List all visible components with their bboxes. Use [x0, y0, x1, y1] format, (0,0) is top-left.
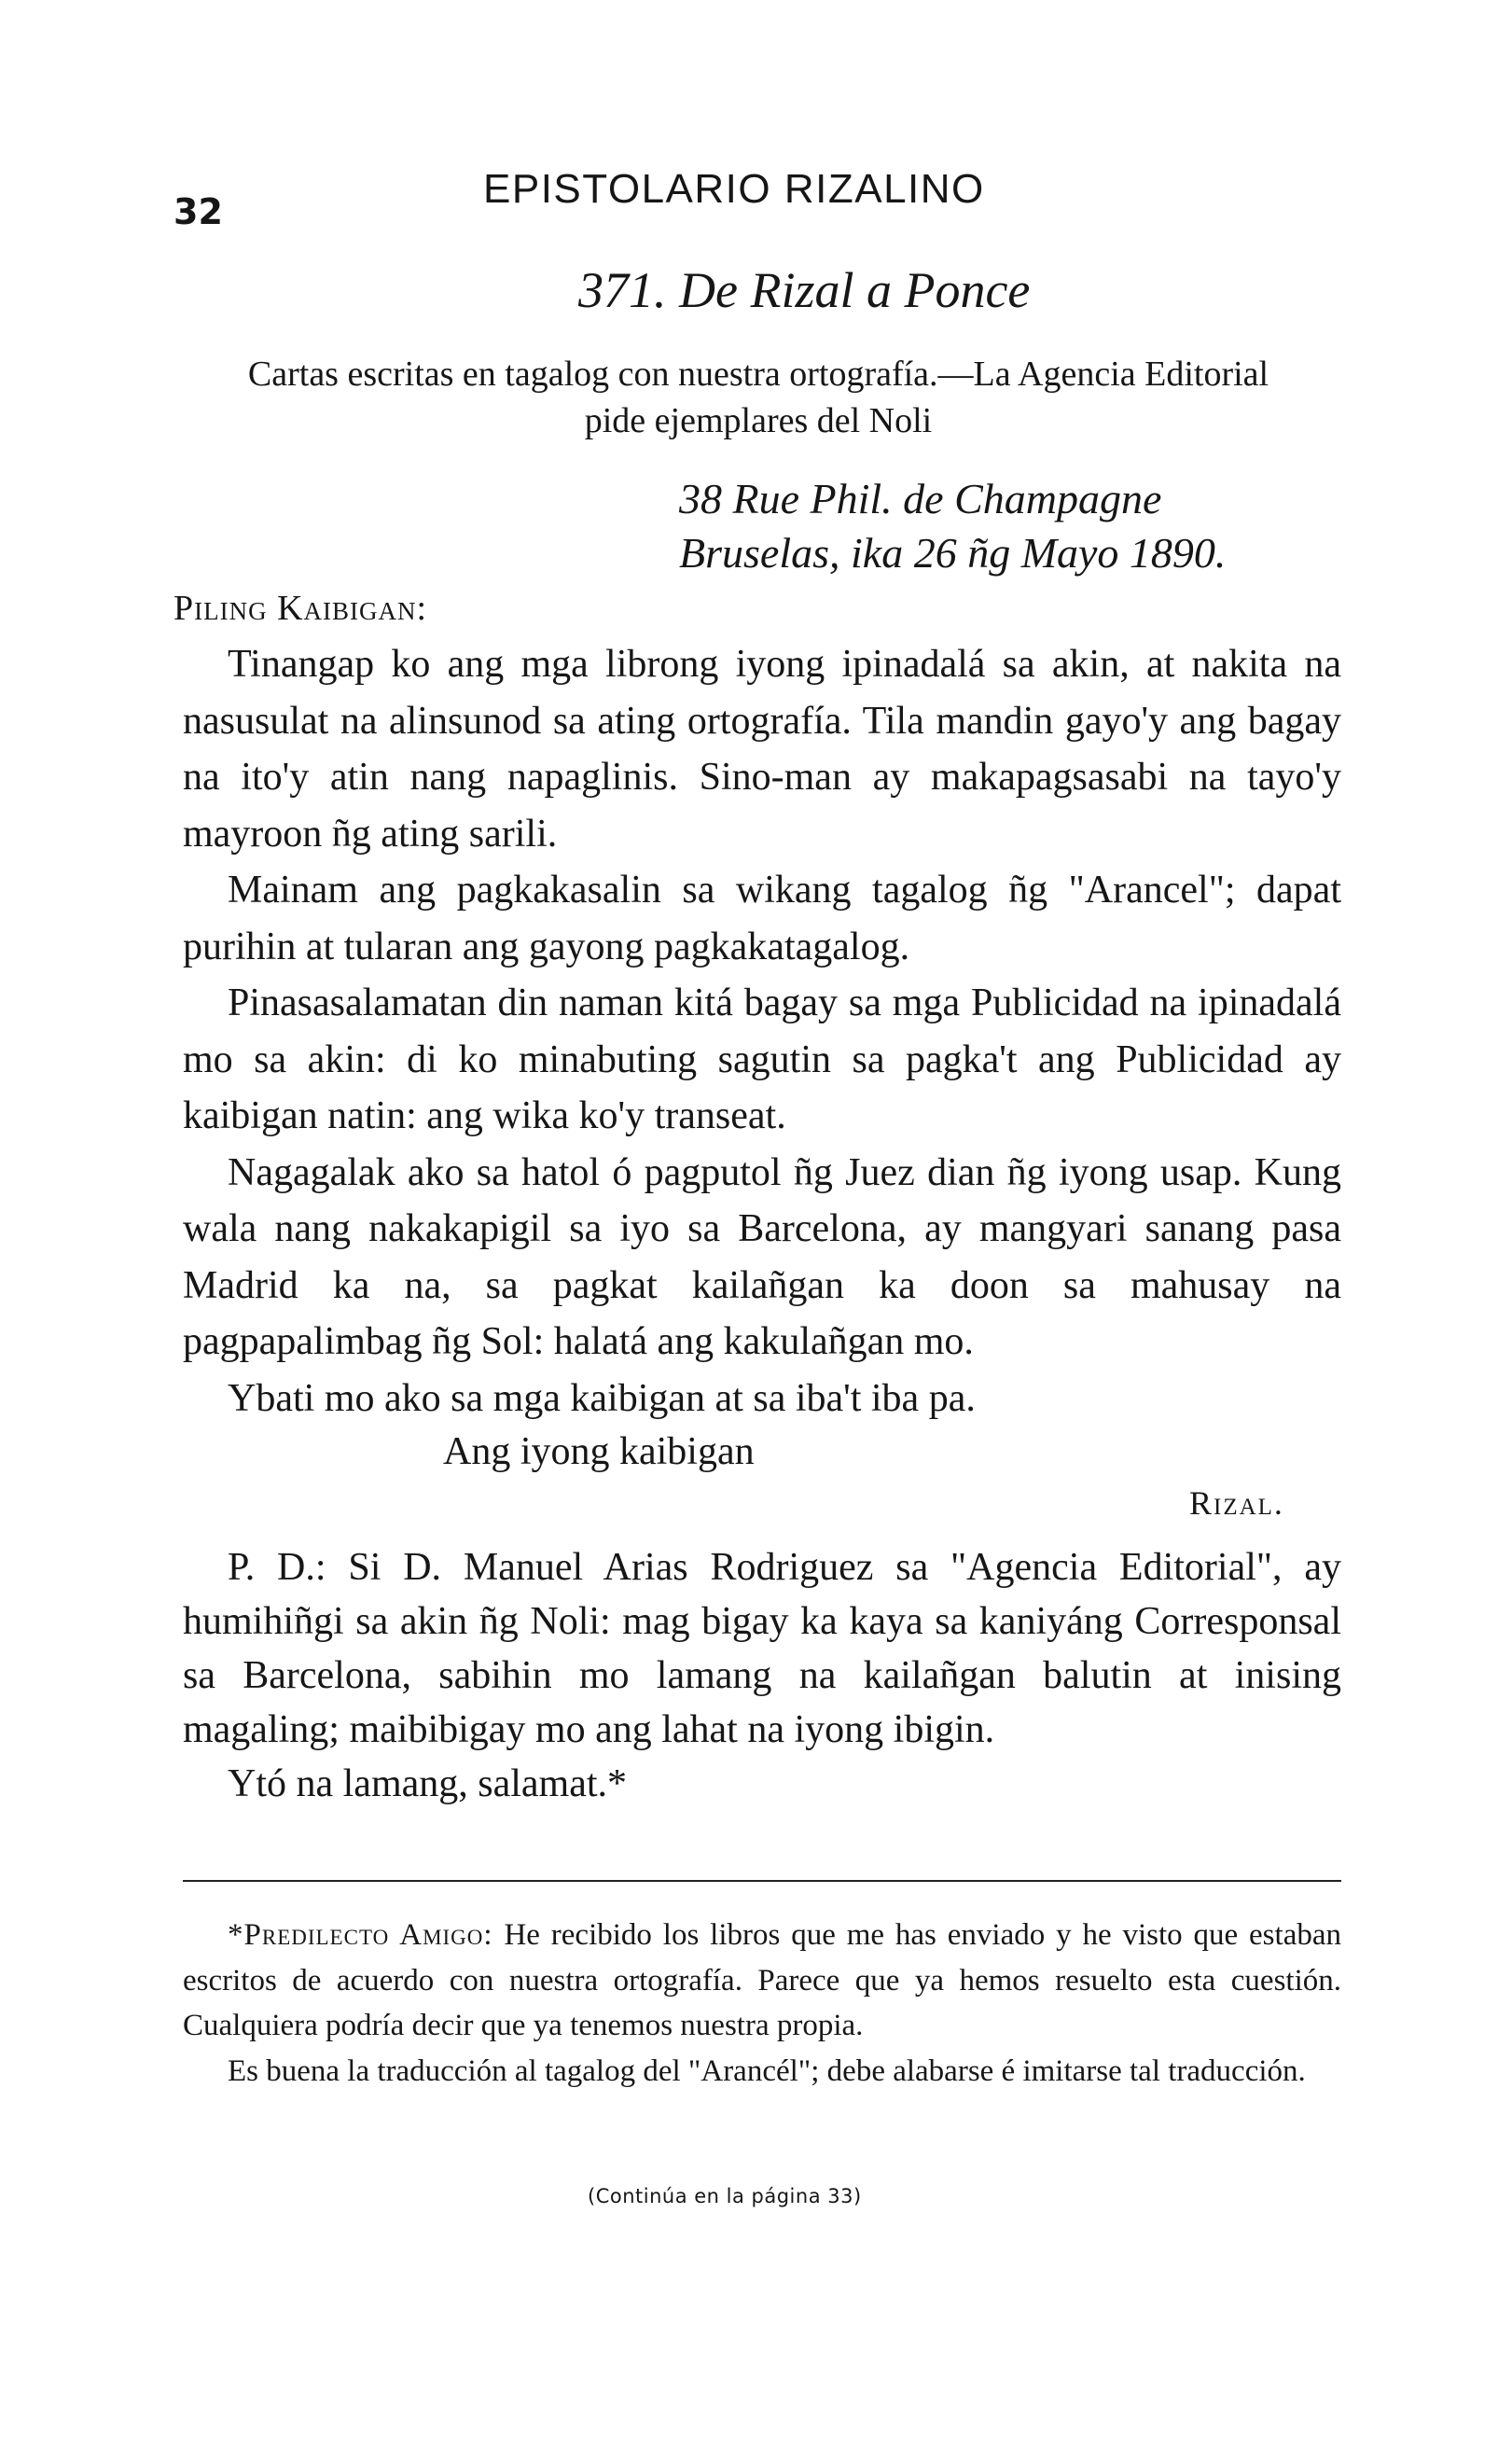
- continued-note: (Continúa en la página 33): [588, 2185, 862, 2207]
- body-paragraph: Tinangap ko ang mga librong iyong ipinadalá sa akin, at nakita na nasusulat na alinsunod sa ating ortografía. Tila mandin gayo'y ang bagay na ito'y atin nang napaglinis. Sino-man ay makapagsasabi na tayo'y mayroon ñg ating sarili.: [183, 643, 1341, 856]
- body-paragraph: Nagagalak ako sa hatol ó pagputol ñg Juez dian ñg iyong usap. Kung wala nang nakakapigil sa iyo sa Barcelona, ay mangyari sanang pasa Madrid ka na, sa pagkat kailañgan ka doon sa mahusay na pagpapalimbag ñg Sol: halatá ang kakulañgan mo.: [183, 1150, 1341, 1363]
- page-number: 32: [173, 191, 223, 232]
- closing-line: Ang iyong kaibigan: [443, 1430, 755, 1473]
- postscript-paragraph: Ytó na lamang, salamat.*: [228, 1762, 628, 1805]
- letter-title: 371. De Rizal a Ponce: [578, 262, 1031, 318]
- footnote-divider: [183, 1880, 1341, 1882]
- body-paragraph: Mainam ang pagkakasalin sa wikang tagalog ñg "Arancel"; dapat purihin at tularan ang gayong pagkakatagalog.: [183, 869, 1341, 968]
- letter-summary: Cartas escritas en tagalog con nuestra ortografía.—La Agencia Editorial pide ejemplares del Noli: [247, 355, 1269, 440]
- postscript-paragraph: P. D.: Si D. Manuel Arias Rodriguez sa "Agencia Editorial", ay humihiñgi sa akin ñg Noli: mag bigay ka kaya sa kaniyáng Corresponsal sa Barcelona, sabihin mo lamang na kailañgan balutin at inising magaling; maibibigay mo ang lahat na iyong ibigin.: [183, 1546, 1341, 1751]
- letter-body: [183, 636, 1341, 1427]
- footnote-text: He recibido los libros que me has enviado y he visto que estaban escritos de acuerdo con nuestra ortografía. Parece que ya hemos resuelto esta cuestión. Cualquiera podría decir que ya tenemos nuestra propia.: [183, 1918, 1341, 2042]
- salutation: Piling Kaibigan:: [173, 589, 428, 628]
- body-paragraph: Pinasasalamatan din naman kitá bagay sa mga Publicidad na ipinadalá mo sa akin: di ko minabuting sagutin sa pagka't ang Publicidad ay kaibigan natin: ang wika ko'y transeat.: [183, 981, 1341, 1137]
- address-line-2: Bruselas, ika 26 ñg Mayo 1890.: [679, 529, 1227, 577]
- footnote-label: *Predilecto Amigo:: [228, 1918, 493, 1952]
- postscript: [183, 1540, 1341, 1811]
- signature: Rizal.: [1189, 1484, 1284, 1522]
- footnote-paragraph: [183, 1913, 1341, 2049]
- running-title: EPISTOLARIO RIZALINO: [483, 166, 985, 212]
- footnote: [183, 1913, 1341, 2094]
- body-paragraph: Ybati mo ako sa mga kaibigan at sa iba't iba pa.: [228, 1376, 976, 1420]
- footnote-paragraph: Es buena la traducción al tagalog del "Arancél"; debe alabarse é imitarse tal traducción.: [228, 2053, 1306, 2088]
- address-line-1: 38 Rue Phil. de Champagne: [679, 475, 1162, 522]
